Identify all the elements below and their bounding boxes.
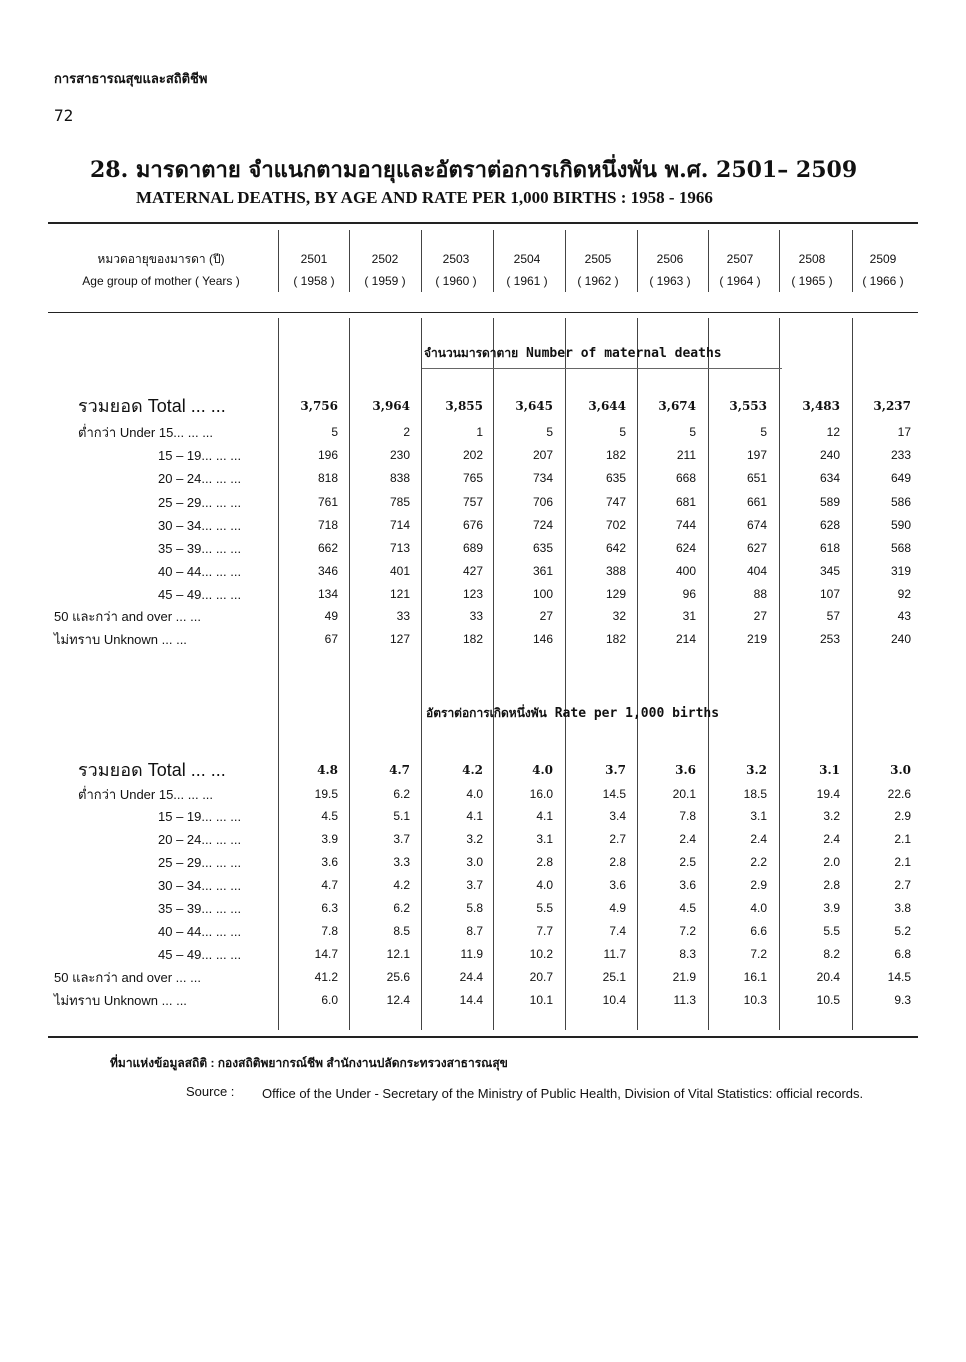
table-cell: 3,237: [873, 399, 911, 413]
table-cell: 2: [403, 425, 410, 439]
table-cell: 744: [675, 518, 696, 532]
table-cell: 240: [819, 448, 840, 462]
table-cell: 714: [389, 518, 410, 532]
table-cell: 3.8: [894, 901, 911, 915]
year-buddhist-era: 2501: [300, 252, 328, 266]
column-divider: [708, 230, 709, 292]
table-cell: 2.1: [894, 855, 911, 869]
year-buddhist-era: 2502: [371, 252, 399, 266]
table-cell: 718: [317, 518, 338, 532]
table-cell: 3.6: [609, 878, 626, 892]
table-cell: 734: [532, 471, 553, 485]
table-cell: 67: [324, 632, 338, 646]
table-cell: 21.9: [672, 970, 696, 984]
table-cell: 233: [890, 448, 911, 462]
table-cell: 10.5: [816, 993, 840, 1007]
table-cell: 253: [819, 632, 840, 646]
table-cell: 100: [532, 587, 553, 601]
column-divider: [565, 230, 566, 292]
table-cell: 634: [819, 471, 840, 485]
table-cell: 761: [317, 495, 338, 509]
deaths-label-thai: จำนวนมารดาตาย: [424, 346, 519, 360]
table-cell: 2.8: [536, 855, 553, 869]
table-cell: 211: [676, 448, 696, 462]
table-cell: 765: [462, 471, 483, 485]
row-label: 15 – 19... ... ...: [158, 809, 242, 824]
running-header: การสาธารณสุขและสถิติชีพ: [54, 71, 208, 86]
table-row: [0, 989, 966, 1012]
row-label: 35 – 39... ... ...: [158, 901, 242, 916]
table-cell: 3.0: [890, 763, 911, 777]
table-cell: 2.2: [750, 855, 767, 869]
table-cell: 662: [317, 541, 338, 555]
table-cell: 785: [389, 495, 410, 509]
table-cell: 2.7: [609, 832, 626, 846]
table-cell: 19.4: [816, 787, 840, 801]
table-cell: 4.0: [536, 878, 553, 892]
table-cell: 642: [605, 541, 626, 555]
table-cell: 401: [389, 564, 410, 578]
table-cell: 757: [462, 495, 483, 509]
table-cell: 134: [317, 587, 338, 601]
table-cell: 20.1: [672, 787, 696, 801]
year-common-era: ( 1966 ): [862, 274, 904, 288]
table-cell: 661: [746, 495, 767, 509]
table-cell: 240: [890, 632, 911, 646]
table-row: [0, 805, 966, 828]
table-cell: 214: [675, 632, 696, 646]
table-row: [0, 851, 966, 874]
table-cell: 702: [605, 518, 626, 532]
table-cell: 96: [682, 587, 696, 601]
table-row: [0, 537, 966, 560]
table-cell: 230: [389, 448, 410, 462]
table-cell: 146: [532, 632, 553, 646]
source-label: Source :: [186, 1084, 235, 1099]
table-cell: 31: [682, 609, 696, 623]
table-cell: 33: [396, 609, 410, 623]
table-cell: 838: [389, 471, 410, 485]
table-cell: 361: [532, 564, 553, 578]
table-cell: 586: [890, 495, 911, 509]
table-cell: 3.0: [466, 855, 483, 869]
year-column-header: [279, 248, 349, 292]
table-cell: 668: [675, 471, 696, 485]
table-cell: 4.2: [462, 763, 483, 777]
table-cell: 5: [546, 425, 553, 439]
row-label: 50 และกว่า and over ... ...: [54, 970, 201, 985]
table-row: [0, 560, 966, 583]
table-cell: 3.9: [321, 832, 338, 846]
table-cell: 590: [890, 518, 911, 532]
row-label: 25 – 29... ... ...: [158, 855, 242, 870]
table-cell: 3,645: [515, 399, 553, 413]
table-cell: 8.2: [823, 947, 840, 961]
year-common-era: ( 1959 ): [364, 274, 406, 288]
row-label: 45 – 49... ... ...: [158, 947, 242, 962]
column-divider: [278, 230, 279, 292]
table-cell: 24.4: [459, 970, 483, 984]
table-cell: 3.6: [679, 878, 696, 892]
table-cell: 2.8: [609, 855, 626, 869]
table-cell: 14.7: [314, 947, 338, 961]
deaths-label-rule: [422, 368, 782, 369]
table-cell: 2.7: [894, 878, 911, 892]
table-cell: 404: [746, 564, 767, 578]
table-cell: 3.2: [746, 763, 767, 777]
year-buddhist-era: 2506: [656, 252, 684, 266]
year-buddhist-era: 2509: [869, 252, 897, 266]
table-cell: 5.2: [894, 924, 911, 938]
column-divider: [349, 230, 350, 292]
year-common-era: ( 1965 ): [791, 274, 833, 288]
table-cell: 706: [532, 495, 553, 509]
row-label: รวมยอด Total ... ...: [78, 396, 226, 416]
year-column-header: [421, 248, 491, 292]
table-cell: 4.5: [679, 901, 696, 915]
row-label: 50 และกว่า and over ... ...: [54, 609, 201, 624]
table-cell: 4.9: [609, 901, 626, 915]
table-cell: 346: [317, 564, 338, 578]
table-cell: 207: [532, 448, 553, 462]
table-cell: 4.0: [466, 787, 483, 801]
source-text: Office of the Under - Secretary of the Ministry of Public Health, Division of Vital Statistics: official records.: [262, 1086, 864, 1101]
column-divider: [852, 230, 853, 292]
table-cell: 400: [675, 564, 696, 578]
table-cell: 747: [605, 495, 626, 509]
table-cell: 4.2: [393, 878, 410, 892]
table-cell: 7.2: [679, 924, 696, 938]
year-common-era: ( 1961 ): [506, 274, 548, 288]
table-cell: 2.1: [894, 832, 911, 846]
year-column-header: [705, 248, 775, 292]
table-cell: 32: [612, 609, 626, 623]
deaths-section-label: [424, 344, 722, 363]
table-cell: 6.8: [894, 947, 911, 961]
year-buddhist-era: 2508: [798, 252, 826, 266]
row-label: 45 – 49... ... ...: [158, 587, 242, 602]
table-cell: 635: [605, 471, 626, 485]
table-cell: 6.6: [750, 924, 767, 938]
table-row: [0, 444, 966, 467]
table-cell: 49: [324, 609, 338, 623]
year-buddhist-era: 2503: [442, 252, 470, 266]
table-cell: 2.0: [823, 855, 840, 869]
table-cell: 57: [826, 609, 840, 623]
table-cell: 3,644: [588, 399, 626, 413]
table-cell: 14.5: [887, 970, 911, 984]
table-cell: 27: [539, 609, 553, 623]
table-cell: 27: [753, 609, 767, 623]
table-cell: 8.3: [679, 947, 696, 961]
row-label: ไม่ทราบ Unknown ... ...: [54, 632, 187, 647]
year-common-era: ( 1960 ): [435, 274, 477, 288]
table-cell: 4.1: [466, 809, 483, 823]
table-cell: 10.4: [602, 993, 626, 1007]
table-cell: 6.3: [321, 901, 338, 915]
year-column-header: [350, 248, 420, 292]
column-divider: [779, 230, 780, 292]
table-cell: 3.7: [466, 878, 483, 892]
table-cell: 18.5: [743, 787, 767, 801]
year-common-era: ( 1958 ): [293, 274, 335, 288]
table-cell: 3,553: [729, 399, 767, 413]
table-cell: 1: [476, 425, 483, 439]
table-cell: 4.8: [317, 763, 338, 777]
table-cell: 123: [462, 587, 483, 601]
table-row: [0, 583, 966, 606]
table-cell: 628: [819, 518, 840, 532]
table-cell: 2.9: [750, 878, 767, 892]
table-cell: 12.1: [386, 947, 410, 961]
table-cell: 568: [890, 541, 911, 555]
table-cell: 3,483: [802, 399, 840, 413]
table-cell: 3.6: [321, 855, 338, 869]
table-cell: 25.6: [386, 970, 410, 984]
table-cell: 2.4: [750, 832, 767, 846]
table-cell: 2.4: [679, 832, 696, 846]
table-cell: 129: [605, 587, 626, 601]
table-cell: 7.8: [321, 924, 338, 938]
table-cell: 713: [389, 541, 410, 555]
header-rule: [48, 312, 918, 313]
table-cell: 3,964: [372, 399, 410, 413]
table-row: [0, 467, 966, 490]
row-label: 15 – 19... ... ...: [158, 448, 242, 463]
table-row: [0, 874, 966, 897]
year-column-header: [635, 248, 705, 292]
table-cell: 182: [462, 632, 483, 646]
column-divider: [493, 230, 494, 292]
row-label: 20 – 24... ... ...: [158, 832, 242, 847]
table-cell: 25.1: [602, 970, 626, 984]
table-cell: 3.4: [609, 809, 626, 823]
row-label: 30 – 34... ... ...: [158, 878, 242, 893]
table-cell: 5.5: [823, 924, 840, 938]
column-divider: [637, 230, 638, 292]
row-label: 20 – 24... ... ...: [158, 471, 242, 486]
table-cell: 4.5: [321, 809, 338, 823]
age-group-header: [50, 248, 272, 292]
table-row: [0, 628, 966, 651]
table-row: [0, 828, 966, 851]
table-cell: 649: [890, 471, 911, 485]
rate-label-english: Rate per 1,000 births: [554, 706, 720, 721]
table-cell: 16.1: [743, 970, 767, 984]
table-cell: 427: [462, 564, 483, 578]
row-label: 35 – 39... ... ...: [158, 541, 242, 556]
table-cell: 5.1: [393, 809, 410, 823]
table-cell: 20.4: [816, 970, 840, 984]
table-cell: 651: [746, 471, 767, 485]
table-row: [0, 605, 966, 628]
table-cell: 6.2: [393, 901, 410, 915]
table-cell: 4.1: [536, 809, 553, 823]
year-common-era: ( 1964 ): [719, 274, 761, 288]
year-buddhist-era: 2505: [584, 252, 612, 266]
table-row: [0, 897, 966, 920]
table-cell: 4.0: [750, 901, 767, 915]
table-cell: 11.3: [673, 993, 696, 1007]
row-label: 40 – 44... ... ...: [158, 924, 242, 939]
table-cell: 3.6: [675, 763, 696, 777]
row-label: ต่ำกว่า Under 15... ... ...: [78, 425, 214, 440]
table-cell: 3.2: [823, 809, 840, 823]
table-cell: 3.1: [536, 832, 553, 846]
table-cell: 182: [605, 448, 626, 462]
table-cell: 689: [462, 541, 483, 555]
table-row: [0, 514, 966, 537]
table-cell: 19.5: [314, 787, 338, 801]
year-common-era: ( 1962 ): [577, 274, 619, 288]
table-cell: 3.1: [750, 809, 767, 823]
table-cell: 7.7: [536, 924, 553, 938]
table-cell: 33: [469, 609, 483, 623]
table-cell: 5.5: [536, 901, 553, 915]
table-row: [0, 943, 966, 966]
table-cell: 2.9: [894, 809, 911, 823]
table-cell: 11.7: [603, 947, 626, 961]
year-column-header: [777, 248, 847, 292]
row-label: 40 – 44... ... ...: [158, 564, 242, 579]
table-cell: 3.2: [466, 832, 483, 846]
table-cell: 3,855: [445, 399, 483, 413]
table-cell: 3.3: [393, 855, 410, 869]
table-cell: 345: [819, 564, 840, 578]
age-header-english: Age group of mother ( Years ): [82, 274, 240, 288]
table-cell: 5: [331, 425, 338, 439]
column-divider: [421, 230, 422, 292]
table-cell: 10.2: [529, 947, 553, 961]
year-buddhist-era: 2504: [513, 252, 541, 266]
table-cell: 2.4: [823, 832, 840, 846]
table-cell: 14.5: [602, 787, 626, 801]
table-cell: 3.1: [819, 763, 840, 777]
table-cell: 22.6: [887, 787, 911, 801]
table-cell: 8.5: [393, 924, 410, 938]
table-cell: 2.8: [823, 878, 840, 892]
bottom-rule: [48, 1036, 918, 1038]
table-cell: 4.0: [532, 763, 553, 777]
total-row: [0, 759, 966, 782]
table-cell: 88: [753, 587, 767, 601]
table-cell: 8.7: [466, 924, 483, 938]
row-label: ต่ำกว่า Under 15... ... ...: [78, 787, 214, 802]
rate-section-label: [426, 704, 719, 723]
page-number: 72: [54, 106, 74, 125]
table-cell: 107: [819, 587, 840, 601]
table-cell: 10.3: [743, 993, 767, 1007]
table-row: [0, 920, 966, 943]
table-cell: 3,756: [300, 399, 338, 413]
year-common-era: ( 1963 ): [649, 274, 691, 288]
table-cell: 127: [389, 632, 410, 646]
table-cell: 676: [462, 518, 483, 532]
table-cell: 724: [532, 518, 553, 532]
table-cell: 388: [605, 564, 626, 578]
year-column-header: [848, 248, 918, 292]
deaths-label-english: Number of maternal deaths: [525, 346, 722, 361]
table-row: [0, 783, 966, 806]
table-cell: 10.1: [529, 993, 553, 1007]
table-cell: 319: [890, 564, 911, 578]
table-cell: 3.7: [393, 832, 410, 846]
table-cell: 92: [897, 587, 911, 601]
table-cell: 219: [746, 632, 767, 646]
table-cell: 12: [826, 425, 840, 439]
source-thai: ที่มาแห่งข้อมูลสถิติ : กองสถิติพยากรณ์ชีพ สำนักงานปลัดกระทรวงสาธารณสุข: [110, 1056, 508, 1070]
rate-label-thai: อัตราต่อการเกิดหนึ่งพัน: [426, 706, 547, 720]
table-cell: 3,674: [658, 399, 696, 413]
table-cell: 627: [746, 541, 767, 555]
table-cell: 3.7: [605, 763, 626, 777]
table-cell: 4.7: [389, 763, 410, 777]
table-cell: 12.4: [386, 993, 410, 1007]
table-cell: 3.9: [823, 901, 840, 915]
table-cell: 197: [746, 448, 767, 462]
table-cell: 202: [462, 448, 483, 462]
table-cell: 624: [675, 541, 696, 555]
table-cell: 11.9: [460, 947, 483, 961]
table-cell: 818: [317, 471, 338, 485]
table-cell: 5: [689, 425, 696, 439]
table-cell: 7.4: [609, 924, 626, 938]
table-cell: 121: [389, 587, 410, 601]
table-cell: 182: [605, 632, 626, 646]
year-column-header: [492, 248, 562, 292]
row-label: 25 – 29... ... ...: [158, 495, 242, 510]
table-cell: 6.0: [321, 993, 338, 1007]
table-cell: 618: [819, 541, 840, 555]
table-cell: 635: [532, 541, 553, 555]
table-cell: 7.8: [679, 809, 696, 823]
table-cell: 5: [619, 425, 626, 439]
table-cell: 9.3: [894, 993, 911, 1007]
table-cell: 16.0: [529, 787, 553, 801]
table-row: [0, 491, 966, 514]
table-row: [0, 421, 966, 444]
table-cell: 5.8: [466, 901, 483, 915]
table-cell: 589: [819, 495, 840, 509]
table-cell: 681: [675, 495, 696, 509]
age-header-thai: หมวดอายุของมารดา (ปี): [97, 252, 225, 266]
table-row: [0, 966, 966, 989]
table-cell: 6.2: [393, 787, 410, 801]
top-rule: [48, 222, 918, 224]
table-cell: 4.7: [321, 878, 338, 892]
row-label: ไม่ทราบ Unknown ... ...: [54, 993, 187, 1008]
table-title-english: MATERNAL DEATHS, BY AGE AND RATE PER 1,000 BIRTHS : 1958 - 1966: [136, 188, 713, 207]
table-cell: 41.2: [314, 970, 338, 984]
year-buddhist-era: 2507: [726, 252, 754, 266]
row-label: 30 – 34... ... ...: [158, 518, 242, 533]
table-cell: 5: [760, 425, 767, 439]
table-cell: 196: [317, 448, 338, 462]
table-cell: 674: [746, 518, 767, 532]
table-cell: 17: [897, 425, 911, 439]
year-column-header: [563, 248, 633, 292]
row-label: รวมยอด Total ... ...: [78, 760, 226, 780]
table-cell: 2.5: [679, 855, 696, 869]
table-cell: 7.2: [750, 947, 767, 961]
table-title-thai: 28. มารดาตาย จำแนกตามอายุและอัตราต่อการเกิดหนึ่งพัน พ.ศ. 2501– 2509: [90, 157, 858, 183]
table-cell: 14.4: [459, 993, 483, 1007]
table-cell: 20.7: [529, 970, 553, 984]
table-cell: 43: [897, 609, 911, 623]
total-row: [0, 395, 966, 418]
